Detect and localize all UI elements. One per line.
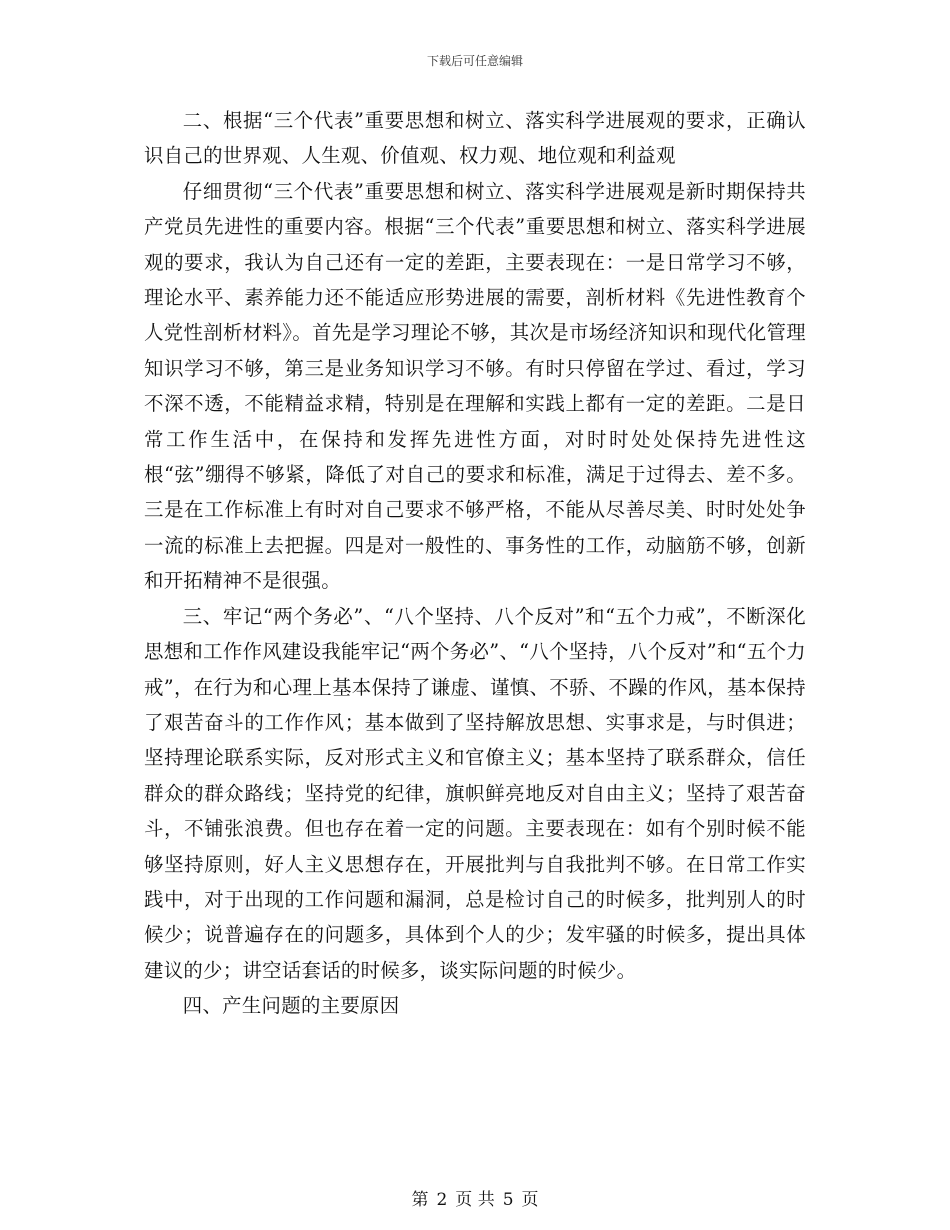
page-suffix: 页 bbox=[521, 1190, 539, 1210]
page-header-note: 下载后可任意编辑 bbox=[426, 54, 523, 68]
page-number-footer bbox=[0, 1185, 950, 1210]
section-heading-2: 二、根据“三个代表”重要思想和树立、落实科学进展观的要求，正确认识自己的世界观、人生观、价值观、权力观、地位观和利益观 bbox=[144, 109, 806, 168]
total-page-count: 5 bbox=[502, 1190, 514, 1210]
document-body bbox=[144, 103, 806, 1024]
body-paragraph: 仔细贯彻“三个代表”重要思想和树立、落实科学进展观是新时期保持共产党员先进性的重要内容。根据“三个代表”重要思想和树立、落实科学进展观的要求，我认为自己还有一定的差距，主要表现在：一是日常学习不够，理论水平、素养能力还不能适应形势进展的需要，剖析材料《先进性教育个人党性剖析材料》。首先是学习理论不够，其次是市场经济知识和现代化管理知识学习不够，第三是业务知识学习不够。有时只停留在学过、看过，学习不深不透，不能精益求精，特别是在理解和实践上都有一定的差距。二是日常工作生活中，在保持和发挥先进性方面，对时时处处保持先进性这根“弦”绷得不够紧，降低了对自己的要求和标准，满足于过得去、差不多。三是在工作标准上有时对自己要求不够严格，不能从尽善尽美、时时处处争一流的标准上去把握。四是对一般性的、事务性的工作，动脑筋不够，创新和开拓精神不是很强。 bbox=[144, 179, 806, 593]
page-mid-text: 页 共 bbox=[455, 1190, 495, 1210]
section-heading-4: 四、产生问题的主要原因 bbox=[182, 994, 400, 1018]
section-heading-3: 三、牢记“两个务必”、“八个坚持、八个反对”和“五个力戒”，不断深化思想和工作作风建设我能牢记“两个务必”、“八个坚持，八个反对”和“五个力戒”，在行为和心理上基本保持了谦虚、谨慎、不骄、不躁的作风，基本保持了艰苦奋斗的工作作风；基本做到了坚持解放思想、实事求是，与时俱进；坚持理论联系实际，反对形式主义和官僚主义；基本坚持了联系群众，信任群众的群众路线；坚持党的纪律，旗帜鲜亮地反对自由主义；坚持了艰苦奋斗，不铺张浪费。但也存在着一定的问题。主要表现在：如有个别时候不能够坚持原则，好人主义思想存在，开展批判与自我批判不够。在日常工作实践中，对于出现的工作问题和漏洞，总是检讨自己的时候多，批判别人的时候少；说普遍存在的问题多，具体到个人的少；发牢骚的时候多，提出具体建议的少；讲空话套话的时候多，谈实际问题的时候少。 bbox=[144, 604, 806, 982]
current-page-number: 2 bbox=[436, 1190, 448, 1210]
page-prefix: 第 bbox=[411, 1190, 429, 1210]
